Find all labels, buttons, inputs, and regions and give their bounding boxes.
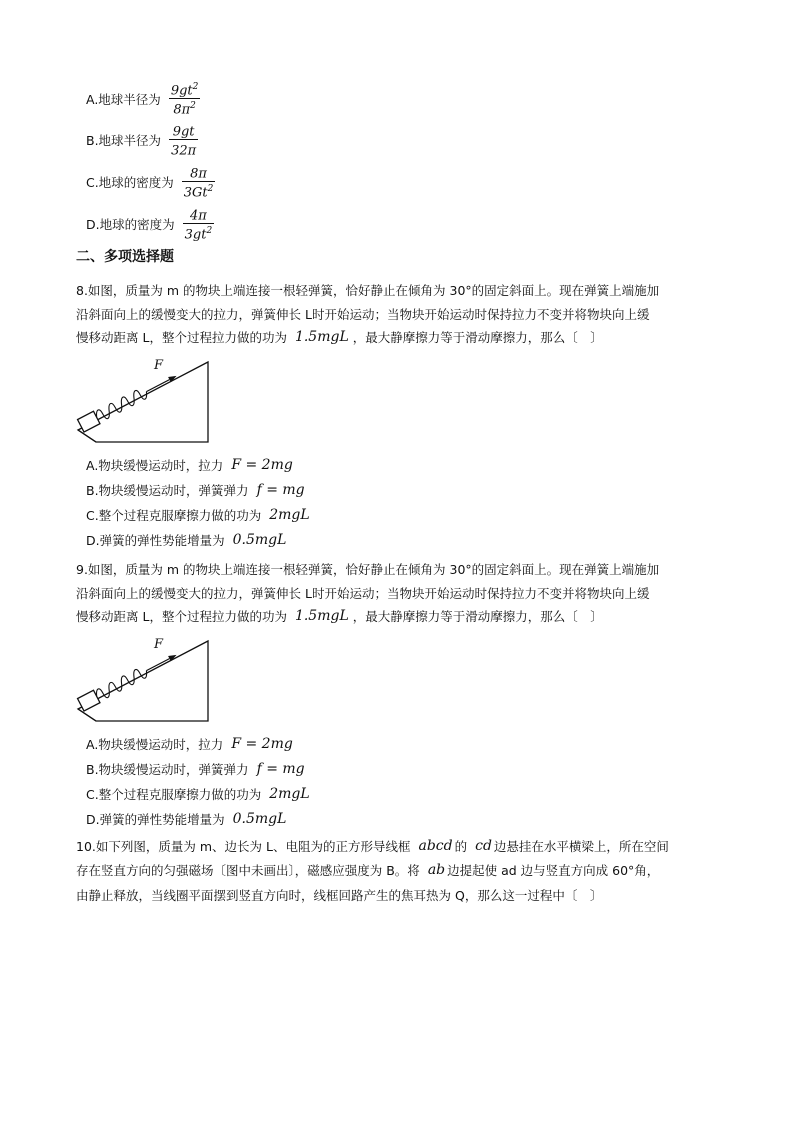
q7-option-b — [86, 121, 198, 159]
option-label: B.地球半径为 — [86, 132, 162, 148]
fraction: $\frac{9gt}{32\pi}$ — [169, 121, 198, 159]
block-and-spring — [78, 649, 180, 711]
q9-work-formula: 1.5mgL — [294, 608, 349, 624]
q8-option-a: A.物块缓慢运动时，拉力 F = 2mg — [86, 457, 293, 473]
fraction: $\frac{4\pi}{3gt^2}$ — [183, 205, 215, 243]
q8-text-line3: 慢移动距离 L，整个过程拉力做的功为 1.5mgL ，最大静摩擦力等于滑动摩擦力，那么〔 〕 — [76, 329, 603, 345]
q8-option-b: B.物块缓慢运动时，弹簧弹力 f = mg — [86, 482, 305, 498]
q9-option-a: A.物块缓慢运动时，拉力 F = 2mg — [86, 736, 293, 752]
force-arrow — [146, 380, 169, 392]
incline-triangle — [78, 362, 208, 442]
q8-option-c: C.整个过程克服摩擦力做的功为 2mgL — [86, 507, 310, 523]
force-label: F — [154, 637, 164, 652]
incline-triangle — [78, 641, 208, 721]
q9-text-line2: 沿斜面向上的缓慢变大的拉力，弹簧伸长 L时开始运动；当物块开始运动时保持拉力不变并将物块向上缓 — [76, 586, 650, 601]
q9-text-line3: 慢移动距离 L，整个过程拉力做的功为 1.5mgL ，最大静摩擦力等于滑动摩擦力，那么〔 〕 — [76, 608, 603, 624]
q10-text-line1: 10.如下列图，质量为 m、边长为 L、电阻为的正方形导线框 abcd 的 cd 边悬挂在水平横梁上，所在空间 — [76, 838, 669, 854]
force-label: F — [154, 358, 164, 373]
section-heading: 二、多项选择题 — [76, 249, 174, 265]
fraction: $\frac{8\pi}{3Gt^2}$ — [182, 163, 216, 201]
force-arrow — [146, 659, 169, 671]
q9-option-b: B.物块缓慢运动时，弹簧弹力 f = mg — [86, 761, 305, 777]
q7-option-d — [86, 205, 214, 243]
option-label: A.地球半径为 — [86, 91, 161, 107]
q9-text-line1: 9.如图，质量为 m 的物块上端连接一根轻弹簧，恰好静止在倾角为 30°的固定斜面上。现在弹簧上端施加 — [76, 562, 660, 577]
q9-option-d: D.弹簧的弹性势能增量为 0.5mgL — [86, 811, 287, 827]
option-label: D.地球的密度为 — [86, 216, 175, 232]
q9-incline-figure — [74, 635, 214, 727]
q7-option-c — [86, 163, 215, 201]
q8-work-formula: 1.5mgL — [294, 329, 349, 345]
fraction: $\frac{9gt^2}{8\pi^2}$ — [170, 82, 199, 118]
q7-option-a — [86, 80, 200, 118]
q10-text-line3: 由静止释放，当线圈平面摆到竖直方向时，线框回路产生的焦耳热为 Q，那么这一过程中〔 〕 — [76, 888, 603, 903]
block-and-spring — [78, 370, 180, 432]
q10-text-line2: 存在竖直方向的匀强磁场〔图中未画出〕，磁感应强度为 B。将 ab 边提起使 ad 边与竖直方向成 60°角， — [76, 862, 660, 878]
q8-incline-figure — [74, 356, 214, 448]
q8-text-line1: 8.如图，质量为 m 的物块上端连接一根轻弹簧，恰好静止在倾角为 30°的固定斜面上。现在弹簧上端施加 — [76, 283, 660, 298]
option-label: C.地球的密度为 — [86, 174, 174, 190]
q9-option-c: C.整个过程克服摩擦力做的功为 2mgL — [86, 786, 310, 802]
q8-option-d: D.弹簧的弹性势能增量为 0.5mgL — [86, 532, 287, 548]
q8-text-line2: 沿斜面向上的缓慢变大的拉力，弹簧伸长 L时开始运动；当物块开始运动时保持拉力不变并将物块向上缓 — [76, 307, 650, 322]
